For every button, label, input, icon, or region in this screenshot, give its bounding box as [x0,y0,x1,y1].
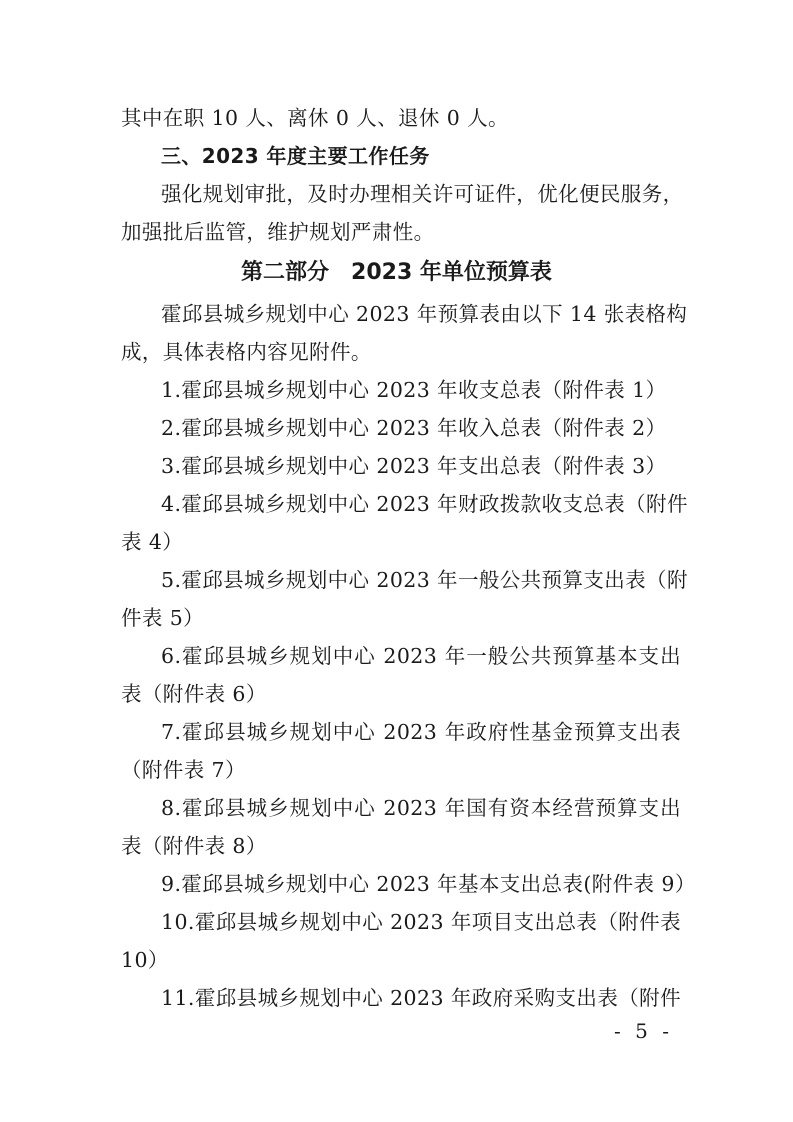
paragraph-tasks-line-1: 强化规划审批，及时办理相关许可证件，优化便民服务， [161,182,684,206]
paragraph-intro-line-2: 成，具体表格内容见附件。 [121,340,372,364]
section-title-part-two: 第二部分 2023 年单位预算表 [241,260,552,285]
list-item-10-line-2: 10） [121,948,169,972]
list-item-8-line-2: 表（附件表 8） [121,834,267,858]
list-item-9: 9.霍邱县城乡规划中心 2023 年基本支出总表(附件表 9） [161,872,696,896]
page-number: - 5 - [614,1019,673,1043]
list-item-1: 1.霍邱县城乡规划中心 2023 年收支总表（附件表 1） [161,378,667,402]
list-item-5-line-2: 件表 5） [121,606,205,630]
list-item-5-line-1: 5.霍邱县城乡规划中心 2023 年一般公共预算支出表（附 [161,568,688,592]
list-item-4-line-2: 表 4） [121,530,184,554]
list-item-8-line-1: 8.霍邱县城乡规划中心 2023 年国有资本经营预算支出 [161,796,681,820]
list-item-7-line-2: （附件表 7） [121,758,246,782]
list-item-3: 3.霍邱县城乡规划中心 2023 年支出总表（附件表 3） [161,454,667,478]
paragraph-staff-line: 其中在职 10 人、离休 0 人、退休 0 人。 [121,106,509,130]
list-item-10-line-1: 10.霍邱县城乡规划中心 2023 年项目支出总表（附件表 [161,910,681,934]
list-item-6-line-2: 表（附件表 6） [121,682,267,706]
paragraph-intro-line-1: 霍邱县城乡规划中心 2023 年预算表由以下 14 张表格构 [161,302,688,326]
list-item-2: 2.霍邱县城乡规划中心 2023 年收入总表（附件表 2） [161,416,667,440]
heading-work-tasks: 三、2023 年度主要工作任务 [161,144,430,168]
list-item-4-line-1: 4.霍邱县城乡规划中心 2023 年财政拨款收支总表（附件 [161,492,688,516]
list-item-7-line-1: 7.霍邱县城乡规划中心 2023 年政府性基金预算支出表 [161,720,681,744]
list-item-11-line-1: 11.霍邱县城乡规划中心 2023 年政府采购支出表（附件 [161,986,681,1010]
list-item-6-line-1: 6.霍邱县城乡规划中心 2023 年一般公共预算基本支出 [161,644,681,668]
paragraph-tasks-line-2: 加强批后监管，维护规划严肃性。 [121,220,435,244]
